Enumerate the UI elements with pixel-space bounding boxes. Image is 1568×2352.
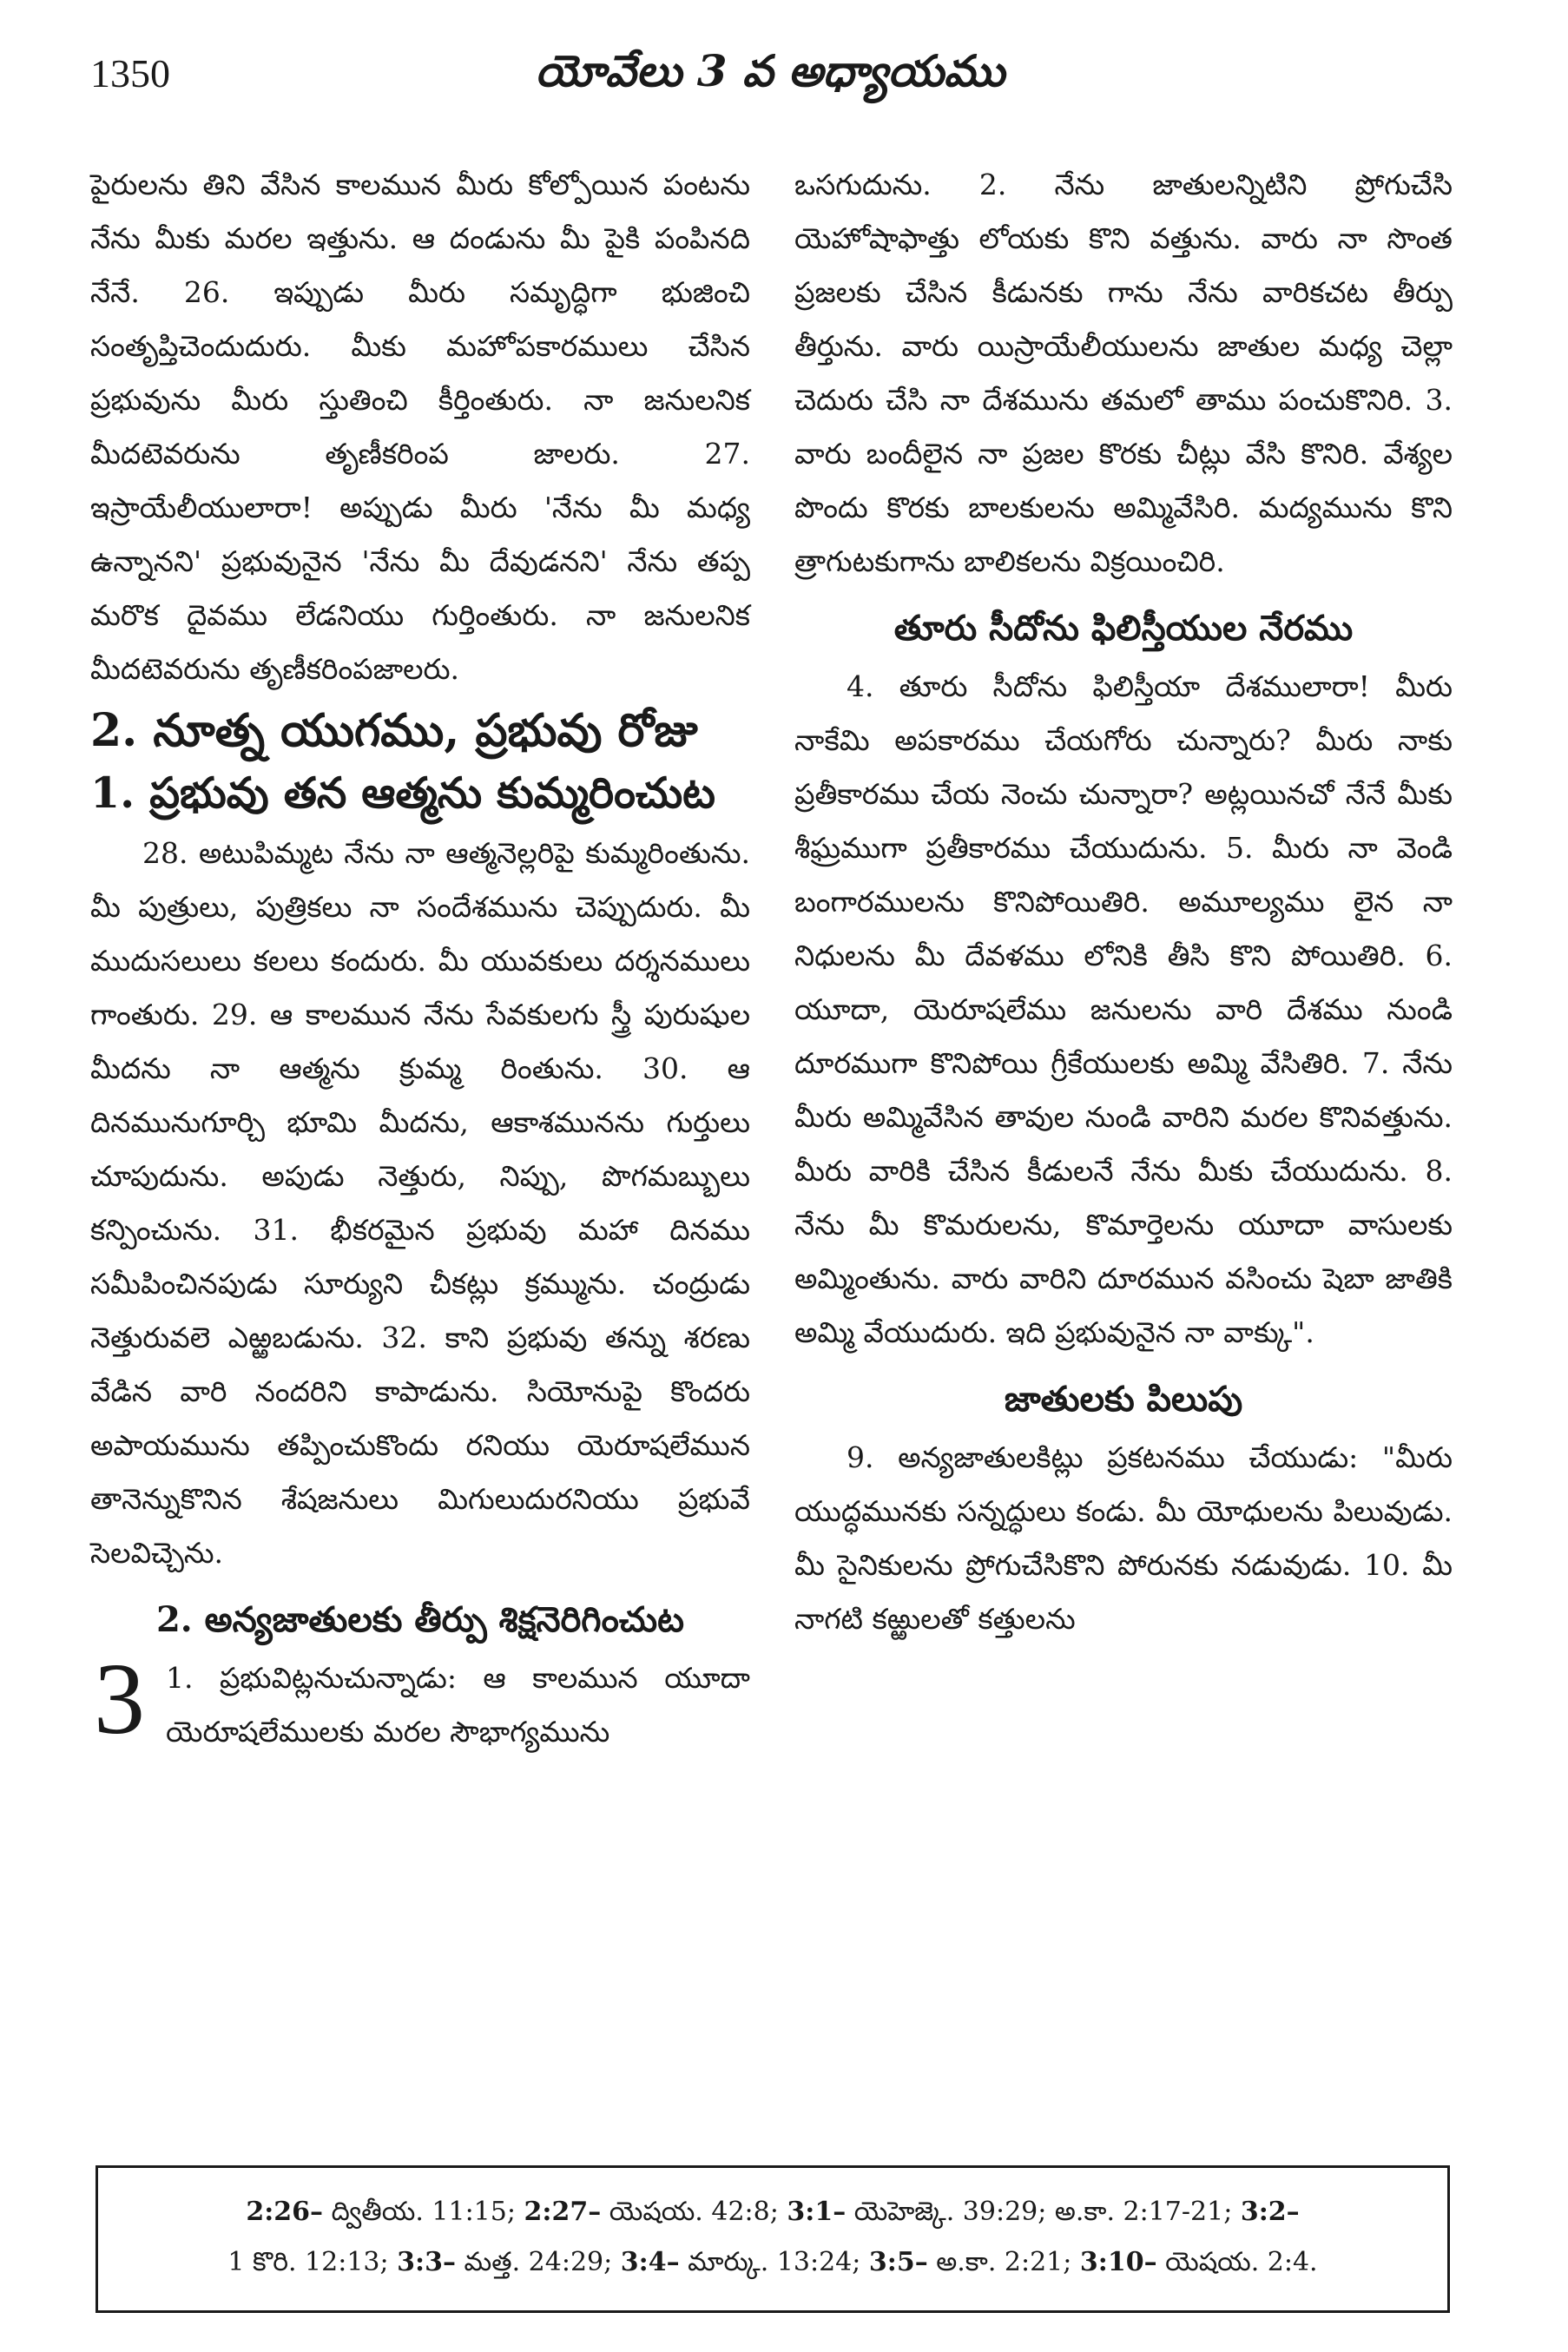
ref-3-4: 3:4– xyxy=(620,2247,680,2277)
ref-text: యెషయ. 2:4. xyxy=(1156,2247,1318,2277)
running-title: యోవేలు 3 వ అధ్యాయము xyxy=(535,45,1005,96)
paragraph-verses-28-32: 28. అటుపిమ్మట నేను నా ఆత్మనెల్లరిపై కుమ్మరింతును. మీ పుత్రులు, పుత్రికలు నా సందేశమును చెప్పుదురు. మీ ముదుసలులు కలలు కందురు. మీ యువకులు దర్శనములు గాంతురు. 29. ఆ కాలమున నేను సేవకులగు స్త్రీ పురుషుల మీదను నా ఆత్మను క్రుమ్మ రింతును. 30. ఆ దినమునుగూర్చి భూమి మీదను, ఆకాశమునను గుర్తులు చూపుదును. అపుడు నెత్తురు, నిప్పు, పొగమబ్బులు కన్పించును. 31. భీకరమైన ప్రభువు మహా దినము సమీపించినపుడు సూర్యుని చీకట్లు క్రమ్మును. చంద్రుడు నెత్తురువలె ఎఱ్ఱబడును. 32. కాని ప్రభువు తన్ను శరణు వేడిన వారి నందరిని కాపాడును. సియోనుపై కొందరు అపాయమును తప్పించుకొందు రనియు యెరూషలేమున తానెన్నుకొనిన శేషజనులు మిగులుదురనియు ప్రభువే సెలవిచ్చెను. xyxy=(90,836,750,1570)
paragraph-chapter-3-verse-1: 1. ప్రభువిట్లనుచున్నాడు: ఆ కాలమున యూదా యెరూషలేములకు మరల సౌభాగ్యమును xyxy=(166,1661,750,1749)
paragraph-verses-25-27: పైరులను తిని వేసిన కాలమున మీరు కోల్పోయిన పంటను నేను మీకు మరల ఇత్తును. ఆ దండును మీ పైకి పంపినది నేనే. 26. ఇప్పుడు మీరు సమృద్ధిగా భుజించి సంతృప్తిచెందుదురు. మీకు మహోపకారములు చేసిన ప్రభువును మీరు స్తుతించి కీర్తింతురు. నా జనులనిక మీదటెవరును తృణీకరింప జాలరు. 27. ఇస్రాయేలీయులారా! అప్పుడు మీరు 'నేను మీ మధ్య ఉన్నానని' ప్రభువునైన 'నేను మీ దేవుడనని' నేను తప్ప మరొక దైవము లేడనియు గుర్తింతురు. నా జనులనిక మీదటెవరును తృణీకరింపజాలరు. xyxy=(90,168,750,686)
footnote-line-2 xyxy=(98,2237,1447,2288)
ref-text: మార్కు. 13:24; xyxy=(679,2247,869,2277)
ref-text: ద్వితీయ. 11:15; xyxy=(323,2197,524,2227)
ref-text: అ.కా. 2:21; xyxy=(927,2247,1080,2277)
ref-text: మత్త. 24:29; xyxy=(455,2247,621,2277)
subheading-judgment-nations: 2. అన్యజాతులకు తీర్పు శిక్షనెరిగించుట xyxy=(155,1599,685,1640)
ref-text: 1 కొరి. 12:13; xyxy=(227,2247,398,2277)
paragraph-verses-4-8: 4. తూరు సీదోను ఫిలిస్తీయా దేశములారా! మీరు నాకేమి అపకారము చేయగోరు చున్నారు? మీరు నాకు ప్రతీకారము చేయ నెంచు చున్నారా? అట్లయినచో నేనే మీకు శీఘ్రముగా ప్రతీకారము చేయుదును. 5. మీరు నా వెండి బంగారములను కొనిపోయితిరి. అమూల్యము లైన నా నిధులను మీ దేవళము లోనికి తీసి కొని పోయితిరి. 6. యూదా, యెరూషలేము జనులను వారి దేశము నుండి దూరముగా కొనిపోయి గ్రీకేయులకు అమ్మి వేసితిరి. 7. నేను మీరు అమ్మివేసిన తావుల నుండి వారిని మరల కొనివత్తును. మీరు వారికి చేసిన కీడులనే నేను మీకు చేయుదును. 8. నేను మీ కొమరులను, కొమార్తెలను యూదా వాసులకు అమ్మింతును. వారు వారిని దూరమున వసించు షెబా జాతికి అమ్మి వేయుదురు. ఇది ప్రభువునైన నా వాక్కు". xyxy=(794,669,1453,1349)
paragraph-verses-1-3-cont: ఒసగుదును. 2. నేను జాతులన్నిటిని ప్రోగుచేసి యెహోషాఫాత్తు లోయకు కొని వత్తును. వారు నా సొంత ప్రజలకు చేసిన కీడునకు గాను నేను వారికచట తీర్పు తీర్తును. వారు యిస్రాయేలీయులను జాతుల మధ్య చెల్లా చెదురు చేసి నా దేశమును తమలో తాము పంచుకొనిరి. 3. వారు బందీలైన నా ప్రజల కొరకు చీట్లు వేసి కొనిరి. వేశ్యల పొందు కొరకు బాలకులను అమ్మివేసిరి. మద్యమును కొని త్రాగుటకుగాను బాలికలను విక్రయించిరి. xyxy=(794,168,1453,578)
section-heading: 2. నూత్న యుగము, ప్రభువు రోజు xyxy=(90,704,698,757)
subheading-spirit-outpouring: 1. ప్రభువు తన ఆత్మను కుమ్మరించుట xyxy=(90,768,715,818)
ref-3-3: 3:3– xyxy=(397,2247,456,2277)
chapter-number: 3 xyxy=(94,1642,145,1756)
right-column xyxy=(794,158,1453,1646)
subheading-tyre-sidon: తూరు సీదోను ఫిలిస్తీయుల నేరము xyxy=(893,608,1354,649)
page-number: 1350 xyxy=(90,51,170,96)
paragraph-verses-9-10: 9. అన్యజాతులకిట్లు ప్రకటనము చేయుడు: "మీరు యుద్ధమునకు సన్నద్ధులు కండు. మీ యోధులను పిలువుడు. మీ సైనికులను ప్రోగుచేసికొని పోరునకు నడువుడు. 10. మీ నాగటి కఱ్ఱులతో కత్తులను xyxy=(794,1440,1453,1636)
ref-text: యెహెజ్కె. 39:29; అ.కా. 2:17-21; xyxy=(846,2197,1241,2227)
chapter-3-start xyxy=(90,1642,750,1759)
ref-3-5: 3:5– xyxy=(868,2247,928,2277)
ref-2-26: 2:26– xyxy=(246,2197,324,2227)
ref-3-1: 3:1– xyxy=(787,2197,847,2227)
footnote-line-1 xyxy=(98,2187,1447,2237)
subheading-call-nations: జాతులకు పిలుపు xyxy=(1004,1379,1243,1420)
left-column xyxy=(90,158,750,1759)
ref-3-10: 3:10– xyxy=(1079,2247,1157,2277)
ref-text: యెషయ. 42:8; xyxy=(601,2197,787,2227)
ref-2-27: 2:27– xyxy=(524,2197,602,2227)
cross-references-box xyxy=(96,2165,1450,2313)
page-header xyxy=(90,45,1450,115)
ref-3-2: 3:2– xyxy=(1240,2197,1300,2227)
